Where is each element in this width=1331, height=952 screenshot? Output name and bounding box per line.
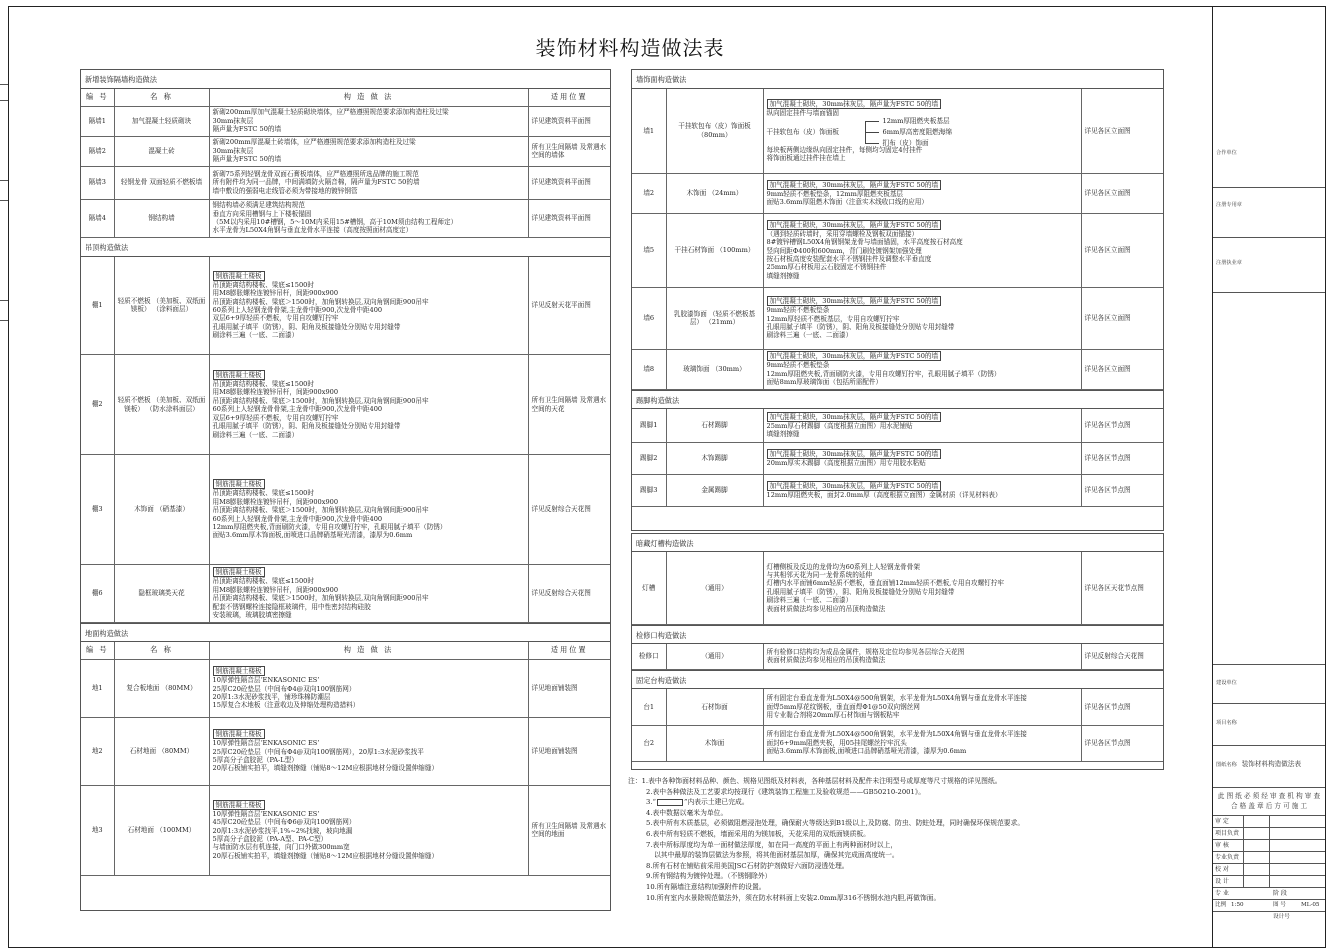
spec-line: 刷涂料三遍（一底、二面漆） — [766, 331, 853, 340]
tb-client: 建设单位 — [1213, 664, 1325, 704]
note-line: 8.所有石材在铺贴前采用美国JSC石材防护剂做好六面防浸透处理。 — [646, 861, 849, 870]
row-code: 棚1 — [91, 301, 103, 310]
column-header: 适用位置 — [550, 92, 588, 102]
row-location: 详见各区节点图 — [1084, 454, 1131, 463]
note-line: 以其中最厚的装饰层做法为参照，将其他面材基层加厚，确保其完成面高度统一。 — [654, 851, 899, 860]
spec-line: 将饰面板通过挂件挂在墙上 — [766, 153, 846, 162]
spec-line: 45厚C20砼垫层（中间布Φ6@双向100钢筋网） — [212, 818, 356, 827]
spec-line: 9mm轻质不燃板垫条 — [766, 306, 830, 315]
table-row — [81, 257, 610, 355]
row-code: 检修口 — [638, 652, 659, 661]
row-location: 详见反射综合天花图 — [531, 589, 591, 598]
table-row — [81, 785, 610, 875]
row-name: 混凝土砖 — [148, 146, 175, 155]
note-line: 6.表中所有轻质不燃板，墙面采用的为镁加板，天花采用的双纸面镁质板。 — [646, 829, 870, 838]
row-code: 墙1 — [643, 126, 655, 135]
table-row — [632, 349, 1163, 389]
section-title: 踢脚构造做法 — [632, 390, 1163, 409]
spec-line: 纵向固定挂件与墙面锚固 — [766, 109, 840, 118]
spec-line: 12mm厚阻燃夹板,背面刷防火漆，专用自攻螺钉拧牢，孔眼用腻子填平（防锈） — [212, 522, 447, 531]
row-location: 详见地面铺装图 — [531, 683, 578, 692]
spec-line: 9mm轻质不燃板垫条，12mm厚阻燃夹板基层 — [766, 189, 904, 198]
ceiling-table — [81, 257, 610, 624]
row-code: 地3 — [91, 825, 103, 834]
row-code: 隔墙1 — [88, 116, 106, 125]
spec-line: 5厚高分子盒胶泥（PA-A型、PA-C型） — [212, 835, 328, 843]
spec-line: 8#镀锌槽钢L50X4角钢钢架龙骨与墙面锚固，水平高度按石材高度 — [766, 238, 963, 247]
column-header: 编 号 — [85, 92, 109, 102]
spec-line: 孔眼用腻子填平（防锈），阴、阳角及板接缝处分别贴专用封缝带 — [212, 422, 401, 431]
tb-reg-stamp: 注册专用章 — [1213, 188, 1325, 238]
note-line: 注：1.表中各种饰面材料品种、颜色、规格见图纸及材料表，各种基层材料及配件未注明型号或厚度等尺寸规格的详见图纸。 — [628, 777, 1002, 785]
spec-line: 12mm厚阻燃夹板基层 — [882, 116, 950, 125]
tag-box: 钢筋混凝土楼板 — [215, 371, 262, 380]
spec-line: 所有附件均为同一品牌，中间满填防火隔音棉，隔声量为FSTC 50的墙 — [212, 178, 420, 187]
note-line: 7.表中所标厚度均为单一面材做法厚度，如在同一高度的平面上有两种面材时以上， — [646, 840, 898, 849]
tb-license-stamp: 注册执业章 — [1213, 238, 1325, 293]
spec-line: 吊顶距离结构楼板、梁底≤1500时 — [212, 489, 314, 498]
row-code: 墙8 — [643, 364, 655, 373]
row-location: 详见反射天花平面图 — [531, 301, 591, 310]
spec-line: 用M8膨胀螺栓连镀锌吊杆，间距900x900 — [212, 585, 339, 594]
note-line: 5.表中所有木质基层，必须做阻燃浸泡处理，确保耐火等级达到B1级以上,及防腐、防虫、防蛀处理，同时确保环保规范要求。 — [646, 819, 1025, 828]
tag-box: 钢筋混凝土楼板 — [215, 568, 262, 577]
table-row — [81, 136, 610, 166]
row-name: 木饰踢脚 — [701, 454, 728, 463]
spec-line: 按石材板高度安装配套水平不锈钢挂件及调整水平垂直度 — [766, 255, 932, 263]
spec-line: 15厚复合木地板（注意收边及伸缩处理构造措料） — [212, 701, 360, 710]
page-title: 装饰材料构造做法表 — [535, 36, 725, 60]
row-code: 踢脚3 — [640, 486, 658, 495]
spec-line: 10厚弹性隔音层‘ENKASONIC ES’ — [212, 676, 320, 685]
spec-line: 隔声量为FSTC 50的墙 — [212, 155, 282, 164]
table-row — [81, 565, 610, 623]
table-row — [81, 717, 610, 785]
spec-line: 吊顶距离结构楼板、梁底≤1500时 — [212, 380, 314, 389]
row-name: 复合板地面 （80MM） — [126, 683, 197, 692]
row-location: 详见各区天花节点图 — [1084, 583, 1144, 592]
table-row — [632, 409, 1163, 443]
tb-role: 项目负责 — [1215, 830, 1240, 837]
table-row — [81, 659, 610, 717]
spec-line: 孔眼用腻子填平（防锈），阴、阳角及板接缝处分别贴专用封缝带 — [212, 322, 401, 331]
column-header: 构 造 做 法 — [343, 645, 394, 655]
note-line: 9.所有钢结构为镀锌处理。（不锈钢除外） — [646, 872, 772, 881]
row-location: 详见各区立面图 — [1084, 313, 1131, 322]
row-code: 隔墙4 — [88, 213, 106, 222]
row-location: 详见各区立面图 — [1084, 245, 1131, 254]
spec-line: 灯槽侧板及反边的龙骨均为60系列上人轻钢龙骨骨架 — [766, 562, 920, 571]
tb-role: 设 计 — [1215, 878, 1229, 885]
row-location: 详见各区节点图 — [1084, 421, 1131, 430]
row-name: 轻质不燃板 （美加板、双纸面镁板） （涂料面层） — [117, 296, 206, 314]
spec-line: 25mm厚石材踢脚（高度根据立面图）用水泥铺贴 — [766, 421, 913, 430]
row-location: 详见建筑资料平面图 — [531, 213, 591, 222]
spec-line: 双层6+9厚轻质不燃板，专用自攻螺钉拧牢 — [212, 314, 339, 323]
row-code: 灯槽 — [642, 583, 656, 592]
row-code: 踢脚1 — [640, 421, 658, 430]
section-title: 吊顶构造做法 — [81, 238, 610, 257]
row-name: 玻璃饰面 （30mm） — [683, 364, 746, 373]
row-location: 详见反射综合天花图 — [1084, 652, 1144, 661]
row-location: 详见反射综合天花图 — [531, 505, 591, 514]
spec-line: 孔眼用腻子填平（防锈），阴、阳角及板接缝处分别贴专用封缝带 — [766, 323, 955, 331]
spec-line: 填缝剂擦缝 — [766, 271, 800, 280]
section-title: 墙饰面构造做法 — [632, 70, 1163, 89]
right-column-lower — [631, 533, 1164, 770]
row-name: 乳胶漆饰面 （轻质不燃板基层） （21mm） — [673, 309, 756, 326]
spec-line: 30mm抹灰层 — [212, 116, 254, 125]
row-code: 墙2 — [643, 188, 655, 197]
spec-line: 用M8膨胀螺栓连镀锌吊杆，间距900x900 — [212, 497, 339, 506]
spec-line: 60系列上人轻钢龙骨骨架,主龙骨中距900,次龙骨中距400 — [212, 514, 383, 523]
spec-line: 用M8膨胀螺栓连镀锌吊杆，间距900x900 — [212, 388, 339, 397]
row-name: 轻质不燃板 （美加板、双纸面镁板） （防水涂料面层） — [117, 396, 206, 413]
row-name: 石材饰面 — [701, 702, 728, 711]
note-line: 2.表中各种做法及工艺要求均按现行《建筑装饰工程施工及验收规范——GB50210-2001》。 — [646, 787, 926, 796]
spec-line: 面贴3.6mm厚阻燃木饰面（注意实木线收口线的应用） — [766, 198, 928, 206]
tb-dwg-no-label: 图 号 — [1273, 902, 1286, 908]
spec-line: 垂直方向采用槽钢与上下楼板锚固 — [212, 209, 312, 218]
spec-line: 吊顶距离结构楼板、梁底＞1500时，加角钢转换层,双向角钢间距900吊牢 — [212, 594, 429, 603]
tag-box: 加气混凝土砌块，30mm抹灰层，隔声量为FSTC 50的墙 — [769, 482, 939, 491]
spec-line: 墙中敷设的强弱电走线管必须为带接地的镀锌钢管 — [212, 186, 358, 195]
row-location: 详见各区立面图 — [1084, 188, 1131, 197]
row-location: 详见地面铺装图 — [531, 746, 578, 755]
spec-line: 9mm轻质不燃板垫条 — [766, 361, 830, 370]
spec-line: 用专业黏合剂将20mm厚石材饰面与钢板粘牢 — [766, 710, 900, 719]
row-location: 详见各区节点图 — [1084, 486, 1131, 495]
row-code: 踢脚2 — [640, 454, 658, 463]
row-code: 隔墙3 — [88, 178, 106, 187]
spec-line: 6mm厚高密度阻燃海绵 — [882, 127, 952, 136]
spec-line: 面焊5mm厚花纹钢板，垂直面焊Φ1@50双向钢丝网 — [766, 702, 920, 711]
table-row — [632, 475, 1163, 507]
spec-line: 20厚1:3水泥砂浆找平,1%~2%找坡，坡向地漏 — [212, 826, 353, 835]
tag-box: 加气混凝土砌块，30mm抹灰层，隔声量为FSTC 50的墙 — [769, 412, 939, 421]
spec-line: 20mm厚实木踢脚（高度根据立面图）用专用胶水粘贴 — [766, 459, 926, 468]
table-row — [632, 689, 1163, 725]
spec-line: 水平龙骨为L50X4角钢与垂直龙骨水平连接（高度按照面材高度定） — [212, 226, 413, 235]
floor-table — [81, 642, 610, 876]
tb-role: 审 定 — [1215, 818, 1229, 825]
tb-specialty: 专 业 — [1215, 890, 1229, 897]
table-row — [632, 552, 1163, 624]
spec-line: 竖向间距Φ400和600mm，背门刷处镀钢架加强处理 — [766, 246, 922, 255]
spec-line: 12mm厚阻燃夹板,背面刷防火漆，专用自攻螺钉拧牢，孔眼用腻子填平（防锈） — [766, 369, 1001, 378]
counter-table — [632, 689, 1163, 762]
row-name: 木饰面 （24mm） — [686, 188, 743, 197]
row-name: （通用） — [701, 652, 728, 661]
spec-line: 30mm抹灰层 — [212, 146, 254, 155]
tag-box: 钢筋混凝土楼板 — [215, 667, 262, 676]
row-name: 干挂石材饰面 （100mm） — [674, 245, 755, 254]
row-location: 详见各区立面图 — [1084, 126, 1131, 135]
tag-box: 加气混凝土砌块，30mm抹灰层，隔声量为FSTC 50的墙 — [769, 220, 939, 229]
spec-line: 所有固定台垂直龙骨为L50X4@500角钢架，水平龙骨为L50X4角钢与垂直龙骨水平连接 — [766, 730, 1027, 739]
left-column — [80, 69, 611, 911]
note-line: 10.所有隔墙注意结构加强附件的设置。 — [646, 882, 766, 891]
tb-drawing-name — [1213, 746, 1325, 788]
spec-line: 干挂软包布（皮）饰面板 — [766, 127, 840, 136]
row-code: 棚3 — [91, 505, 103, 514]
row-location: 详见建筑资料平面图 — [531, 178, 591, 187]
spec-line: 吊顶距离结构楼板、梁底≤1500时 — [212, 280, 314, 289]
spec-line: 双层6+9厚轻质不燃板，专用自攻螺钉拧牢 — [212, 413, 339, 422]
spec-line: 所有检修口结构均为成品金属件，规格及定位均参见各层综合天花图 — [766, 647, 965, 656]
table-row — [81, 199, 610, 237]
spec-line: 60系列上人轻钢龙骨骨架,主龙骨中距900,次龙骨中距400 — [212, 405, 383, 414]
spec-line: 吊顶距离结构楼板、梁底＞1500时，加角钢转换层,双向角钢间距900吊牢 — [212, 396, 429, 405]
spec-line: 吊顶距离结构楼板、梁底＞1500时，加角钢转换层,双向角钢间距900吊牢 — [212, 506, 429, 515]
table-row — [81, 455, 610, 565]
spec-line: （5M以内采用10#槽钢，5～10M内采用15#槽钢，高于10M须由结构工程师定） — [212, 218, 458, 226]
tag-box: 钢筋混凝土楼板 — [215, 480, 262, 489]
spec-line: 面贴8mm厚玻璃饰面（包括所需配件） — [766, 378, 883, 387]
tag-box: 加气混凝土砌块，30mm抹灰层，隔声量为FSTC 50的墙 — [769, 180, 939, 189]
tag-box: 加气混凝土砌块，30mm抹灰层，隔声量为FSTC 50的墙 — [769, 297, 939, 306]
row-name: 石材踢脚 — [701, 421, 728, 430]
row-name: 隐框玻璃类天花 — [138, 589, 185, 598]
tb-stamp-note: 此 图 纸 必 须 经 审 查 机 构 审 查 合 格 盖 章 后 方 可 施 工 — [1213, 788, 1325, 816]
tag-box: 加气混凝土砌块，30mm抹灰层，隔声量为FSTC 50的墙 — [769, 100, 939, 109]
tb-cooperator: 合作单位 — [1213, 118, 1325, 188]
tb-stage: 阶 段 — [1273, 890, 1287, 897]
tb-design-no: 设计号 — [1273, 914, 1290, 920]
tag-box: 加气混凝土砌块，30mm抹灰层，隔声量为FSTC 50的墙 — [769, 450, 939, 459]
row-code: 台1 — [643, 702, 655, 711]
tb-role: 校 对 — [1215, 866, 1229, 873]
spec-line: 填缝剂擦缝 — [766, 430, 800, 439]
table-row — [632, 287, 1163, 349]
note-line-display: 3.“ ”内表示土建已完成。 — [646, 798, 749, 807]
row-location: 详见各区节点图 — [1084, 702, 1131, 711]
table-row — [632, 173, 1163, 213]
spec-line: 12mm厚轻质不燃板基层，专用自攻螺钉拧牢 — [766, 314, 900, 323]
spec-line: 配套不锈钢螺栓连接隐框玻璃件，用中性密封结构硅胶 — [212, 602, 371, 611]
section-title: 检修口构造做法 — [632, 625, 1163, 644]
row-name: 木饰面 — [704, 738, 725, 747]
tb-project: 项目名称 — [1213, 704, 1325, 746]
access-table — [632, 644, 1163, 671]
row-name: 木饰面 （硝基漆） — [134, 505, 189, 514]
spec-line: 钢结构墙必须满足建筑结构规范 — [212, 201, 305, 210]
notes-block — [628, 776, 1208, 903]
section-title: 新增装饰隔墙构造做法 — [81, 70, 610, 89]
wall-finish-table — [632, 89, 1163, 390]
spec-line: 面贴3.6mm厚木饰面板,面喷进口品牌硝基哑光清漆，漆厚为0.6mm — [766, 747, 967, 756]
tag-box: 加气混凝土砌块，30mm抹灰层，隔声量为FSTC 50的墙 — [769, 352, 939, 361]
tag-box: 钢筋混凝土楼板 — [215, 730, 262, 739]
spec-line: 每块板两侧边缘纵向固定挂件，每侧均匀固定4付挂件 — [766, 145, 923, 154]
spec-line: 新砌200mm厚混凝土砖墙体，应严格遵照规范要求添加构造柱及过梁 — [212, 138, 416, 147]
row-code: 墙6 — [643, 313, 655, 322]
spec-line: 20厚石板铺实拍平，填缝剂擦缝（铺贴8～12M应根据地材分缝设置伸缩缝） — [212, 764, 439, 773]
spec-line: 表面材质做法均参见相应的吊顶构造做法 — [766, 656, 886, 665]
table-row — [632, 725, 1163, 761]
spec-line: 10厚弹性隔音层‘ENKASONIC ES’ — [212, 809, 320, 818]
section-title: 暗藏灯槽构造做法 — [632, 533, 1163, 552]
spec-line: 面封6+9mm阻燃夹板，用05挂尾螺丝拧牢沉头 — [766, 738, 907, 747]
table-header — [81, 89, 610, 106]
title-block — [1212, 6, 1326, 948]
note-line: 4.表中数据以毫米为单位。 — [646, 808, 728, 817]
spec-line: 吊顶距离结构楼板、梁底≤1500时 — [212, 577, 314, 586]
column-header: 编 号 — [85, 645, 109, 655]
spec-line: 表面材质做法均参见相应的吊顶构造做法 — [766, 604, 886, 613]
spec-line: （遇到轻质砖墙时，采用穿墙螺栓及钢板双面锚接） — [766, 229, 919, 238]
spec-line: 25mm厚石材板用云石胶固定不锈钢挂件 — [766, 263, 887, 272]
spec-line: 孔眼用腻子填平（防锈），阴、阳角及板接缝处分别贴专用封缝带 — [766, 587, 955, 596]
spec-line: 与墙面防水层有机连接，向门口外做300mm宽 — [212, 843, 350, 852]
spec-line: 扪布（皮）饰面 — [882, 138, 929, 147]
row-name: （通用） — [701, 583, 728, 592]
table-row — [632, 89, 1163, 173]
row-name: 轻钢龙骨 双面轻质不燃板墙 — [120, 178, 203, 187]
row-code: 地1 — [91, 683, 103, 692]
row-location: 所有卫生间隔墙 及常遇水空间的天花 — [531, 396, 607, 413]
spec-line: 灯槽内水平面铺6mm轻质不燃板，垂直面铺12mm轻质不燃板,专用自攻螺钉拧牢 — [766, 579, 1005, 588]
tb-role: 专业负责 — [1215, 854, 1240, 861]
table-row — [632, 644, 1163, 670]
spec-line: 刷涂料三遍（一底、二面漆） — [766, 596, 853, 605]
column-header: 名 称 — [150, 92, 173, 102]
table-row — [81, 106, 610, 136]
spec-line: 10厚弹性隔音层‘ENKASONIC ES’ — [212, 739, 320, 748]
column-header: 名 称 — [150, 645, 173, 655]
tb-role: 审 核 — [1215, 842, 1229, 849]
row-code: 地2 — [91, 746, 103, 755]
spec-line: 25厚C20砼垫层（中间布Φ4@双向100钢筋网），20厚1:3水泥砂浆找平 — [212, 747, 424, 756]
table-row — [632, 213, 1163, 287]
spec-line: 与其相邻天花为同一龙骨系统的延伸 — [766, 570, 872, 579]
skirting-table — [632, 409, 1163, 508]
row-name: 石材地面 （100MM） — [127, 825, 196, 834]
section-title: 地面构造做法 — [81, 623, 610, 642]
tb-drawing-value: 装饰材料构造做法表 — [1241, 760, 1302, 768]
spec-line: 新砌75系列轻钢龙骨双面石膏板墙体，应严格遵照所选品牌的施工规范 — [212, 169, 419, 178]
row-name: 石材地面 （80MM） — [129, 746, 194, 755]
spec-line: 吊顶距离结构楼板、梁底＞1500时，加角钢转换层,双向角钢间距900吊牢 — [212, 297, 429, 306]
table-row — [81, 355, 610, 455]
spec-line: 20厚1:3水泥砂浆找平，铺珍珠棉防潮层 — [212, 693, 331, 701]
note-line: 10.所有室内水景除规范做法外，须在防水材料面上安装2.0mm厚316不锈钢水池内胆,再做饰面。 — [646, 893, 941, 902]
left-margin-marks — [0, 0, 8, 952]
row-location: 详见各区节点图 — [1084, 738, 1131, 747]
row-name: 干挂软包布（皮）饰面板 （80mm） — [678, 122, 751, 139]
table-header — [81, 642, 610, 659]
tag-box: 钢筋混凝土楼板 — [215, 271, 262, 280]
row-code: 棚2 — [91, 400, 103, 409]
row-code: 墙5 — [643, 245, 655, 254]
row-name: 加气混凝土轻质砌块 — [131, 116, 192, 125]
column-header: 适用位置 — [550, 645, 588, 655]
partition-table — [81, 89, 610, 238]
row-location: 所有卫生间隔墙 及常遇水空间的墙体 — [531, 142, 607, 159]
column-header: 构 造 做 法 — [343, 92, 394, 102]
tb-dwg-no: ML-05 — [1301, 902, 1320, 908]
row-name: 金属踢脚 — [701, 486, 728, 495]
spec-line: 用M8膨胀螺栓连镀锌吊杆，间距900x900 — [212, 289, 339, 298]
tb-drawing-label: 图纸名称 — [1216, 762, 1237, 768]
spec-line: 面贴3.6mm厚木饰面板,面喷进口品牌硝基哑光清漆，漆厚为0.6mm — [212, 531, 413, 540]
spec-line: 刷涂料三遍（一底、二面漆） — [212, 430, 299, 439]
spec-line: 60系列上人轻钢龙骨骨架,主龙骨中距900,次龙骨中距400 — [212, 306, 383, 315]
spec-line: 刷涂料三遍（一底、二面漆） — [212, 331, 299, 340]
lamp-table — [632, 552, 1163, 625]
row-location: 详见建筑资料平面图 — [531, 116, 591, 125]
tb-scale-value: 1:50 — [1231, 902, 1244, 908]
spec-line: 新砌200mm厚加气混凝土轻质砌块墙体，应严格遵照规范要求添加构造柱及过梁 — [212, 108, 449, 117]
spec-line: 5厚高分子盒胶泥（PA-L型） — [212, 756, 298, 764]
spec-line: 隔声量为FSTC 50的墙 — [212, 125, 282, 134]
right-column — [631, 69, 1164, 531]
section-title: 固定台构造做法 — [632, 670, 1163, 689]
table-row — [81, 166, 610, 199]
row-location: 所有卫生间隔墙 及常遇水空间的地面 — [531, 821, 607, 838]
row-code: 隔墙2 — [88, 146, 106, 155]
row-location: 详见各区立面图 — [1084, 364, 1131, 373]
spec-line: 12mm厚阻燃夹板，面封2.0mm厚（高度根据立面图）金属材质（详见材料表） — [766, 491, 1002, 500]
row-code: 棚6 — [91, 589, 103, 598]
spec-line: 所有固定台垂直龙骨为L50X4@500角钢架，水平龙骨为L50X4角钢与垂直龙骨水平连接 — [766, 694, 1027, 703]
tag-box: 钢筋混凝土楼板 — [215, 800, 262, 809]
row-code: 台2 — [643, 738, 655, 747]
spec-line: 20厚石板铺实拍平，填缝剂擦缝（铺贴8～12M应根据地材分缝设置伸缩缝） — [212, 851, 439, 860]
tb-scale-label: 比例 — [1215, 902, 1227, 908]
table-row — [632, 443, 1163, 475]
spec-line: 安装玻璃，玻璃胶填密擦缝 — [212, 611, 292, 620]
row-name: 钢结构墙 — [148, 213, 175, 222]
spec-line: 25厚C20砼垫层（中间布Φ4@双向100钢筋网） — [212, 684, 356, 693]
